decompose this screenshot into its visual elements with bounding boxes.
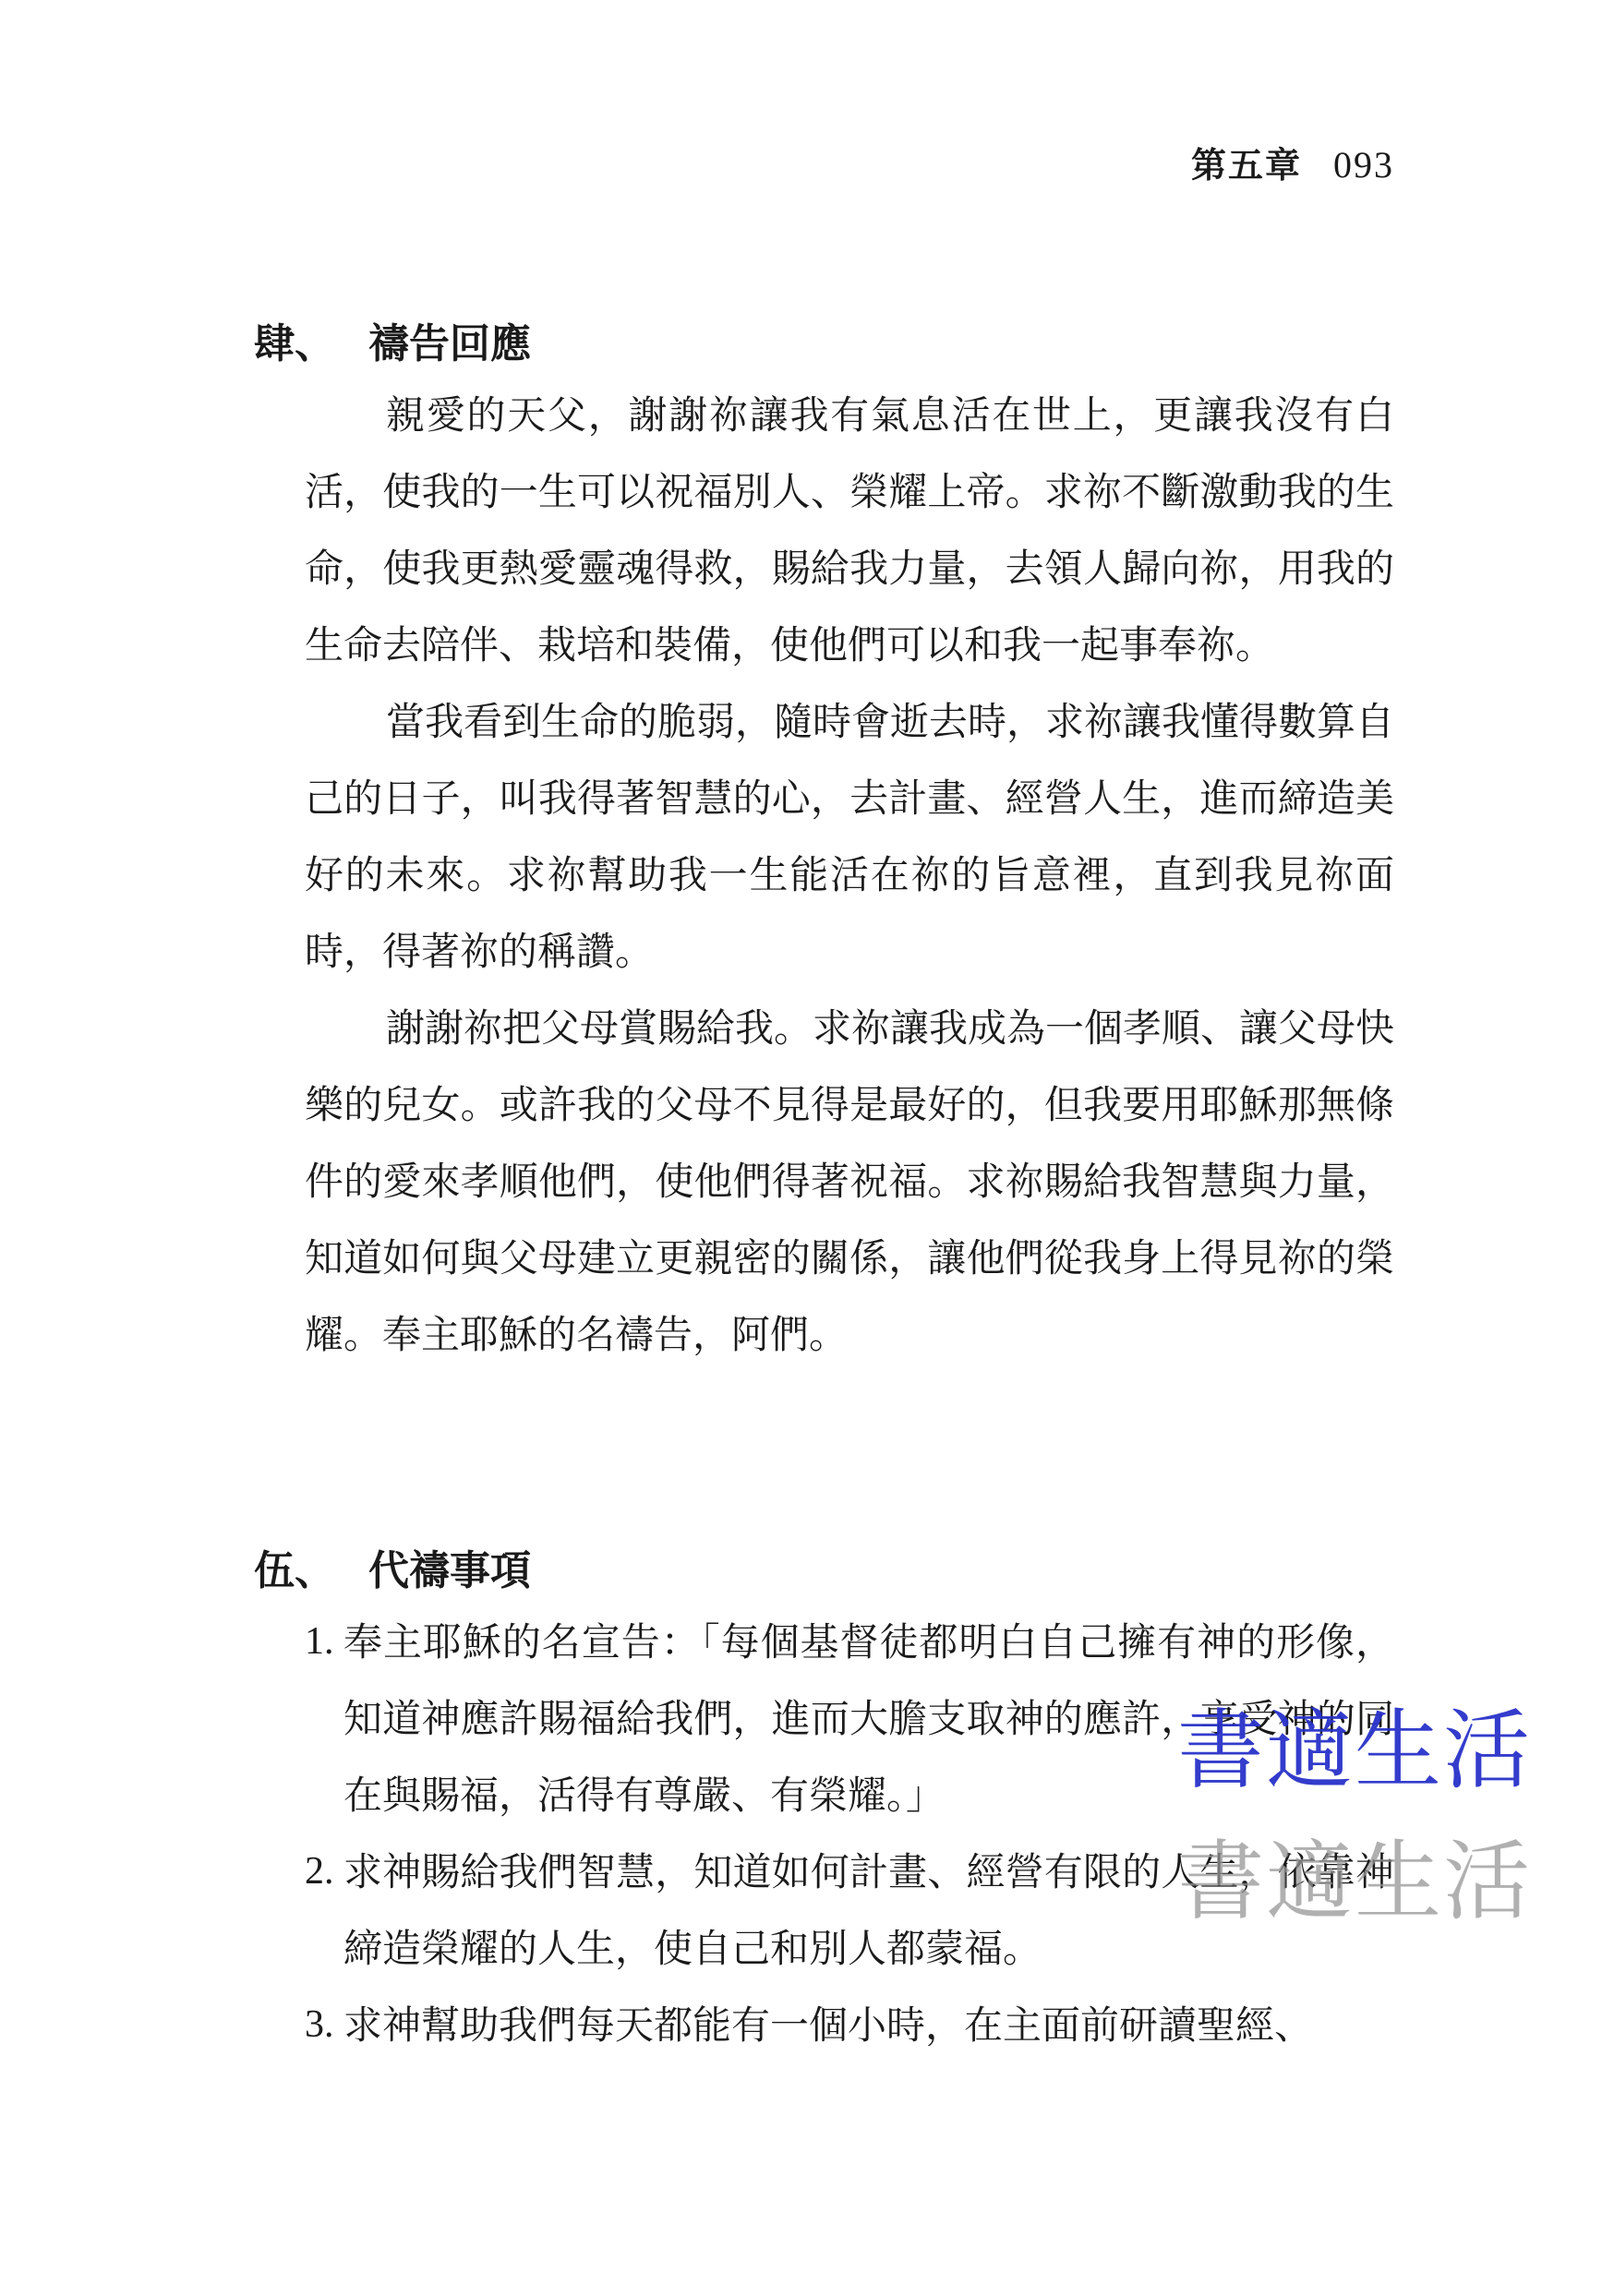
chapter-label: 第五章 (1190, 144, 1302, 186)
list-item-text: 求神幫助我們每天都能有一個小時，在主面前研讀聖經、 (343, 2002, 1314, 2048)
page-header (1191, 137, 1394, 187)
watermark-gray: 書適生活 (1177, 1832, 1533, 1932)
paragraph: 當我看到生命的脆弱，隨時會逝去時，求祢讓我懂得數算自己的日子，叫我得著智慧的心，去計畫、經營人生，進而締造美好的未來。求祢幫助我一生能活在祢的旨意裡，直到我見祢面時，得著祢的稱讚。 (305, 699, 1395, 974)
list-item-text: 奉主耶穌的名宣告：「每個基督徒都明白自己擁有神的形像，知道神應許賜福給我們，進而大膽支取神的應許，享受神的同在與賜福，活得有尊嚴、有榮耀。」 (343, 1619, 1394, 1818)
list-marker: 3. (305, 2003, 334, 2046)
list-item (305, 1987, 1394, 2063)
paragraph: 親愛的天父，謝謝祢讓我有氣息活在世上，更讓我沒有白活，使我的一生可以祝福別人、榮耀上帝。求祢不斷激動我的生命，使我更熱愛靈魂得救，賜給我力量，去領人歸向祢，用我的生命去陪伴、栽培和裝備，使他們可以和我一起事奉祢。 (305, 392, 1394, 667)
watermark-blue: 書適生活 (1177, 1701, 1533, 1801)
section-title: 代禱事項 (368, 1547, 531, 1594)
section-heading-prayer (254, 310, 531, 369)
section-number: 伍、 (254, 1547, 335, 1594)
section-heading-intercession (254, 1537, 531, 1596)
prayer-paragraphs (305, 377, 1394, 1373)
list-item-text: 求神賜給我們智慧，知道如何計畫、經營有限的人生，依靠神締造榮耀的人生，使自己和別人都蒙福。 (343, 1849, 1394, 1971)
page-number: 093 (1333, 144, 1394, 186)
section-title: 禱告回應 (368, 320, 531, 367)
paragraph: 謝謝祢把父母賞賜給我。求祢讓我成為一個孝順、讓父母快樂的兒女。或許我的父母不見得是最好的，但我要用耶穌那無條件的愛來孝順他們，使他們得著祝福。求祢賜給我智慧與力量，知道如何與父母建立更親密的關係，讓他們從我身上得見祢的榮耀。奉主耶穌的名禱告，阿們。 (305, 1005, 1395, 1357)
section-number: 肆、 (254, 320, 335, 367)
list-marker: 2. (305, 1850, 334, 1893)
list-marker: 1. (305, 1620, 334, 1663)
